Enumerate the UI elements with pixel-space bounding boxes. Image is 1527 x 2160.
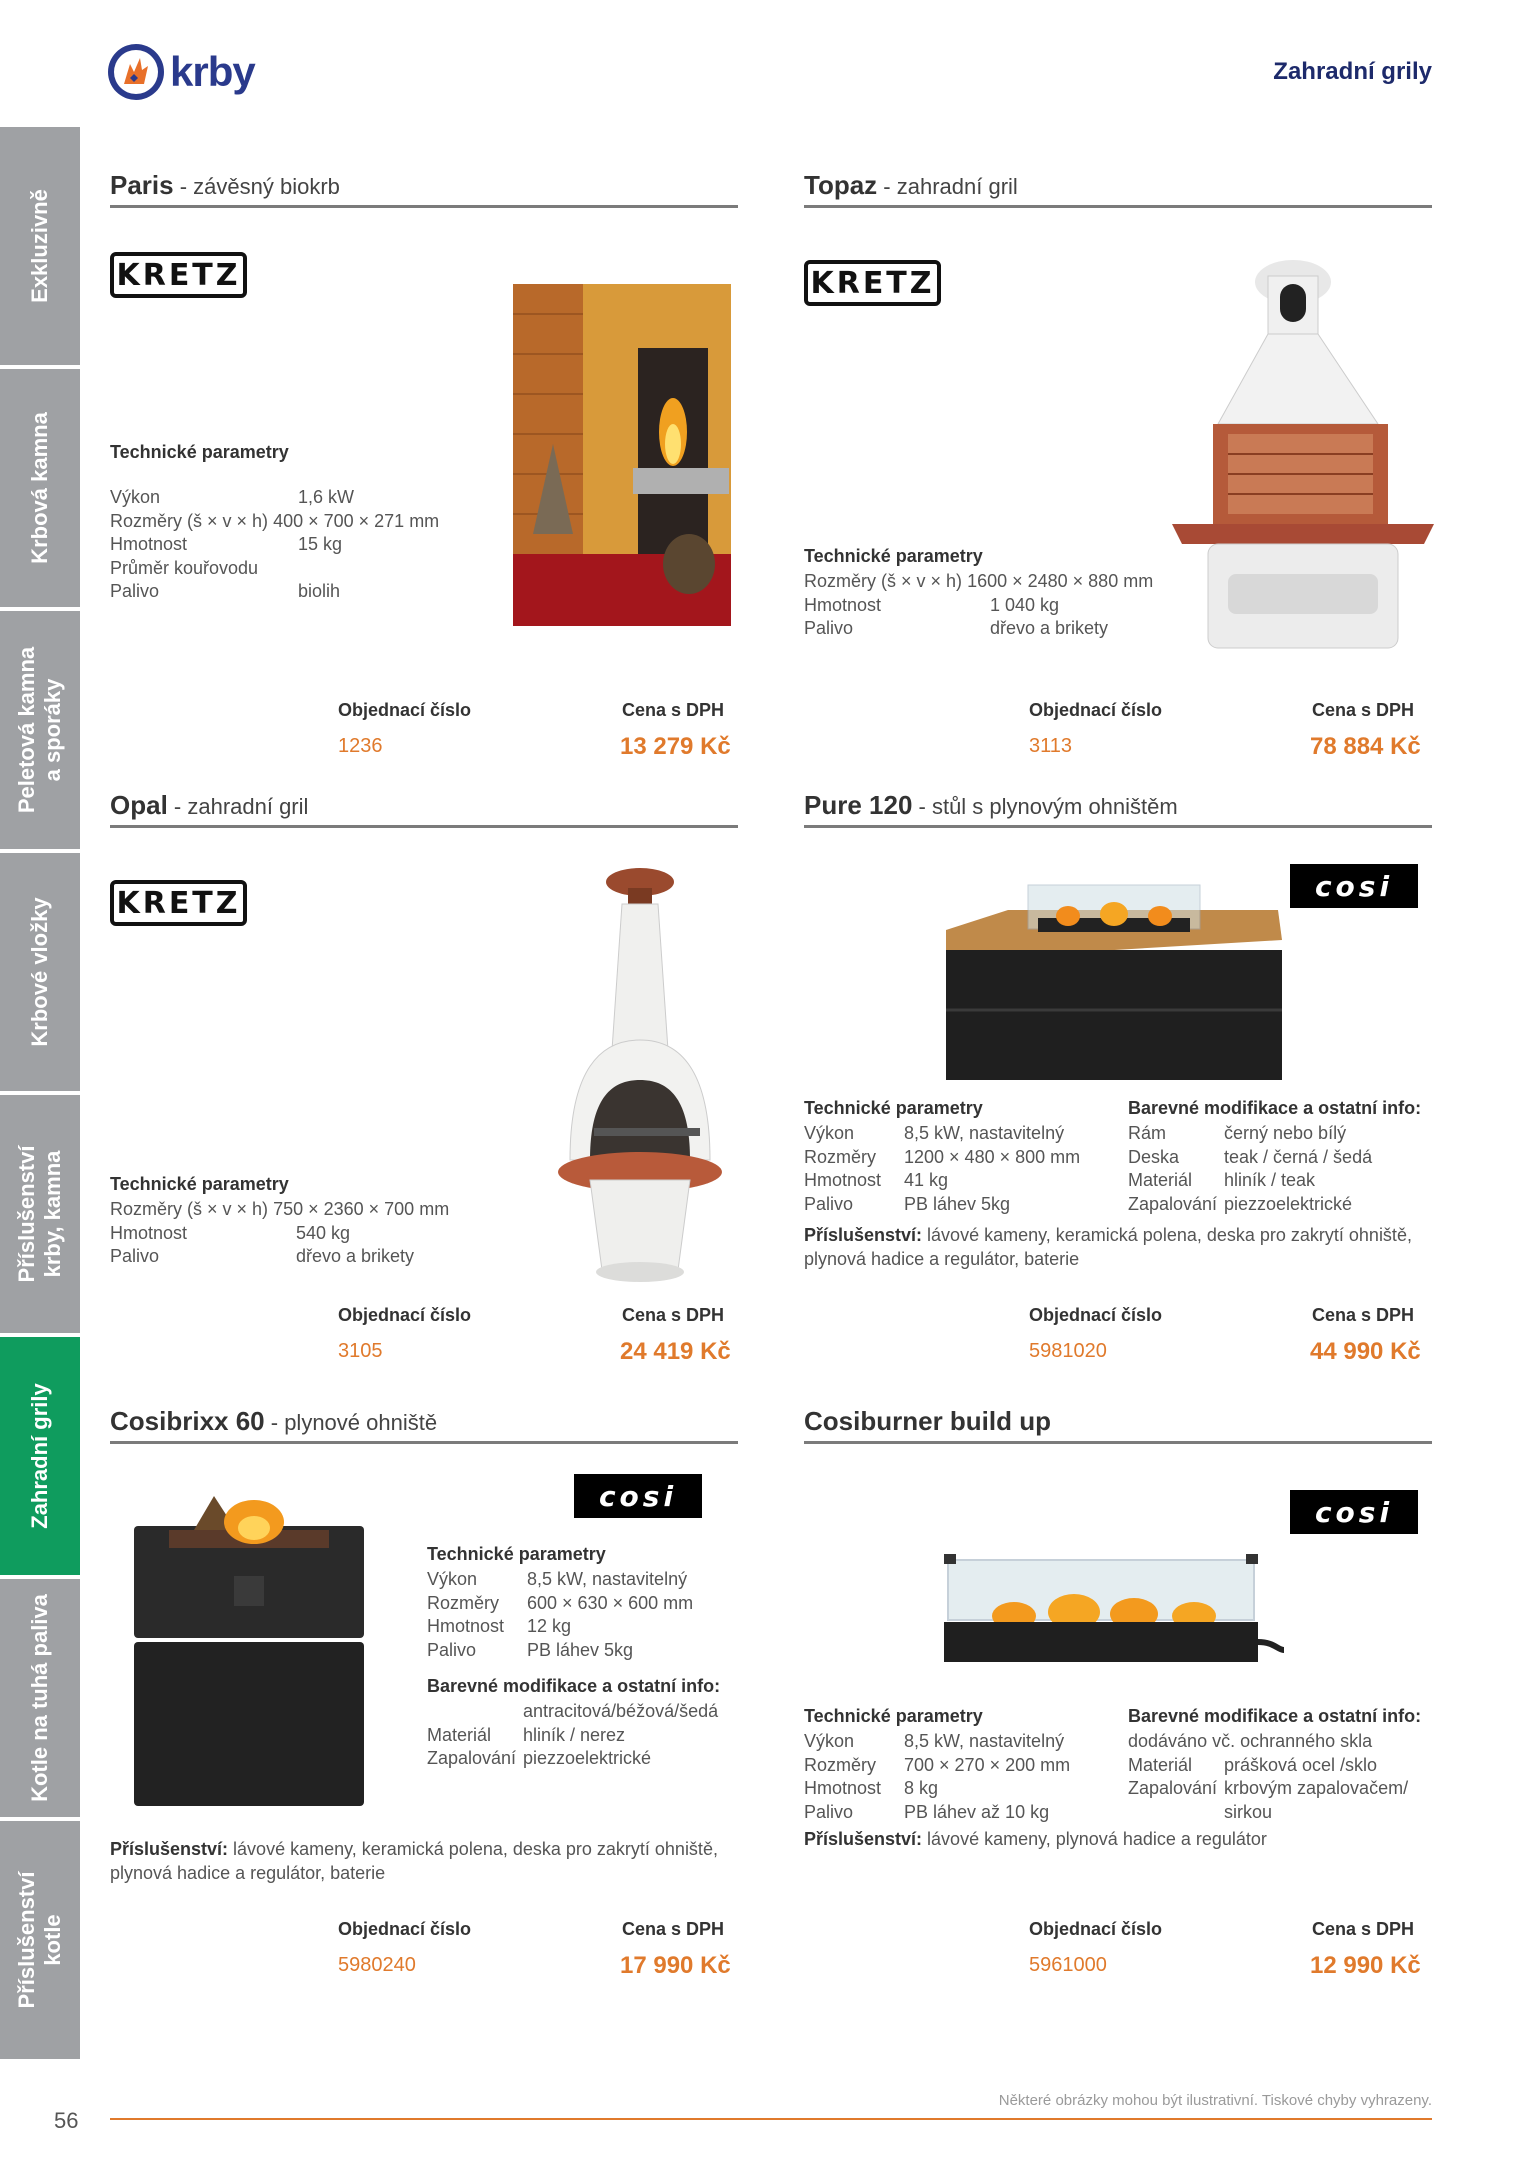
product-pure120 xyxy=(804,790,1444,1370)
order-number-label: Objednací číslo xyxy=(1029,700,1163,720)
sidebar-tab-prislusenstvi-kotle[interactable] xyxy=(0,1821,80,2059)
order-number: 5980240 xyxy=(338,1954,416,1976)
category-sidebar xyxy=(0,127,80,2063)
tech-params-heading: Technické parametry xyxy=(110,442,289,462)
tech-params-heading: Technické parametry xyxy=(110,1174,289,1194)
modification-list: antracitová/béžová/šedá Materiál hliník / nerez Zapalování piezzoelektrické xyxy=(427,1701,719,1768)
tech-params-heading: Technické parametry xyxy=(804,1098,983,1118)
product-title: Cosibrixx 60 - plynové ohniště xyxy=(110,1406,738,1444)
sidebar-tab-prislusenstvi-krby[interactable] xyxy=(0,1095,80,1333)
sidebar-tab-label: Exkluzivně xyxy=(27,189,52,303)
price: 13 279 Kč xyxy=(620,733,731,760)
sidebar-tab-label: Krbové vložky xyxy=(27,897,52,1047)
cosiburner-gas-burner-photo xyxy=(944,1546,1284,1666)
sidebar-tab-label: Krbová kamna xyxy=(27,412,52,564)
section-title: Zahradní grily xyxy=(1273,58,1432,85)
modifications-heading: Barevné modifikace a ostatní info: xyxy=(1128,1098,1422,1118)
price: 24 419 Kč xyxy=(620,1338,731,1365)
tech-params-heading: Technické parametry xyxy=(804,546,983,566)
product-title: Opal - zahradní gril xyxy=(110,790,738,828)
order-number: 5961000 xyxy=(1029,1954,1107,1976)
order-number: 3113 xyxy=(1029,735,1073,757)
order-number-label: Objednací číslo xyxy=(338,1919,472,1939)
sidebar-tab-label: Příslušenství kotle xyxy=(14,1871,65,2009)
order-number-label: Objednací číslo xyxy=(338,1305,472,1325)
price-label: Cena s DPH xyxy=(622,1919,725,1939)
order-number: 5981020 xyxy=(1029,1340,1107,1362)
price: 17 990 Kč xyxy=(620,1952,731,1979)
price: 12 990 Kč xyxy=(1310,1952,1421,1979)
opal-chimenea-grill-photo xyxy=(550,860,730,1290)
product-cosibrixx60 xyxy=(110,1406,750,1996)
spec-list: Rozměry (š × v × h) 1600 × 2480 × 880 mm Hmotnost 1 040 kg Palivo dřevo a brikety xyxy=(804,571,1154,638)
spec-list: Rozměry (š × v × h) 750 × 2360 × 700 mm Hmotnost 540 kg Palivo dřevo a brikety xyxy=(110,1199,450,1266)
accessories-text: Příslušenství: lávové kameny, keramická polena, deska pro zakrytí ohniště, plynová hadice a regulátor, baterie xyxy=(804,1225,1412,1269)
product-title: Topaz - zahradní gril xyxy=(804,170,1432,208)
modifications-heading: Barevné modifikace a ostatní info: xyxy=(1128,1706,1422,1726)
modification-list: Rám černý nebo bílý Deska teak / černá / šedá Materiál hliník / teak Zapalování piezzoelektrické xyxy=(1128,1123,1373,1214)
sidebar-tab-peletova-kamna[interactable] xyxy=(0,611,80,849)
kretz-brand-logo: KRETZ xyxy=(110,252,247,298)
order-number-label: Objednací číslo xyxy=(1029,1305,1163,1325)
product-title: Cosiburner build up xyxy=(804,1406,1432,1444)
sidebar-tab-krbova-kamna[interactable] xyxy=(0,369,80,607)
sidebar-tab-zahradni-grily[interactable] xyxy=(0,1337,80,1575)
price-label: Cena s DPH xyxy=(1312,1919,1415,1939)
price-label: Cena s DPH xyxy=(622,700,725,720)
product-topaz xyxy=(804,170,1444,770)
disclaimer-note: Některé obrázky mohou být ilustrativní. Tiskové chyby vyhrazeny. xyxy=(998,2092,1432,2109)
logo-text: krby xyxy=(170,48,255,95)
accessories-text: Příslušenství: lávové kameny, plynová hadice a regulátor xyxy=(804,1829,1267,1849)
sidebar-tab-exkluzivne[interactable] xyxy=(0,127,80,365)
sidebar-tab-label: Kotle na tuhá paliva xyxy=(27,1594,52,1802)
spec-list: Výkon 8,5 kW, nastavitelný Rozměry 1200 × 480 × 800 mm Hmotnost 41 kg Palivo PB láhev 5kg xyxy=(804,1123,1081,1214)
spec-list: Výkon 8,5 kW, nastavitelný Rozměry 700 × 270 × 200 mm Hmotnost 8 kg Palivo PB láhev až 10 kg xyxy=(804,1731,1071,1822)
modifications-heading: Barevné modifikace a ostatní info: xyxy=(427,1676,721,1696)
order-number: 1236 xyxy=(338,735,383,757)
tech-params-heading: Technické parametry xyxy=(804,1706,983,1726)
fox-flame-icon xyxy=(120,54,152,90)
product-title: Pure 120 - stůl s plynovým ohništěm xyxy=(804,790,1432,828)
spec-list: Výkon 1,6 kW Rozměry (š × v × h) 400 × 700 × 271 mm Hmotnost 15 kg Průměr kouřovodu Palivo biolih xyxy=(110,487,440,601)
cosi-brand-logo: cosi xyxy=(574,1474,702,1518)
topaz-garden-grill-photo xyxy=(1168,254,1438,658)
order-number: 3105 xyxy=(338,1340,383,1362)
price-label: Cena s DPH xyxy=(1312,700,1415,720)
order-number-label: Objednací číslo xyxy=(1029,1919,1163,1939)
price-label: Cena s DPH xyxy=(1312,1305,1415,1325)
cosibrixx60-fire-pit-photo xyxy=(124,1496,374,1816)
logo-emblem xyxy=(108,44,164,100)
accessories-text: Příslušenství: lávové kameny, keramická polena, deska pro zakrytí ohniště, plynová hadice a regulátor, baterie xyxy=(110,1839,718,1883)
order-number-label: Objednací číslo xyxy=(338,700,472,720)
modification-list: dodáváno vč. ochranného skla Materiál prášková ocel /sklo Zapalování krbovým zapalovačem/ sirkou xyxy=(1128,1731,1409,1822)
logo[interactable] xyxy=(108,44,255,100)
cosi-brand-logo: cosi xyxy=(1290,864,1418,908)
sidebar-tab-label: Zahradní grily xyxy=(27,1383,52,1529)
footer-divider xyxy=(110,2118,1432,2120)
cosi-brand-logo: cosi xyxy=(1290,1490,1418,1534)
sidebar-tab-label: Peletová kamna a sporáky xyxy=(14,646,65,814)
price: 44 990 Kč xyxy=(1310,1338,1421,1365)
price-label: Cena s DPH xyxy=(622,1305,725,1325)
tech-params-heading: Technické parametry xyxy=(427,1544,606,1564)
product-opal xyxy=(110,790,750,1370)
kretz-brand-logo: KRETZ xyxy=(804,260,941,306)
sidebar-tab-label: Příslušenství krby, kamna xyxy=(14,1145,65,1283)
product-title: Paris - závěsný biokrb xyxy=(110,170,738,208)
page-number: 56 xyxy=(54,2108,79,2133)
sidebar-tab-krbove-vlozky[interactable] xyxy=(0,853,80,1091)
kretz-brand-logo: KRETZ xyxy=(110,880,247,926)
pure120-fire-table-photo xyxy=(938,880,1288,1090)
spec-list: Výkon 8,5 kW, nastavitelný Rozměry 600 × 630 × 600 mm Hmotnost 12 kg Palivo PB láhev 5kg xyxy=(427,1569,694,1660)
paris-biofireplace-photo xyxy=(513,284,731,626)
product-paris xyxy=(110,170,750,770)
price: 78 884 Kč xyxy=(1310,733,1421,760)
sidebar-tab-kotle[interactable] xyxy=(0,1579,80,1817)
product-cosiburner-build-up xyxy=(804,1406,1444,1996)
